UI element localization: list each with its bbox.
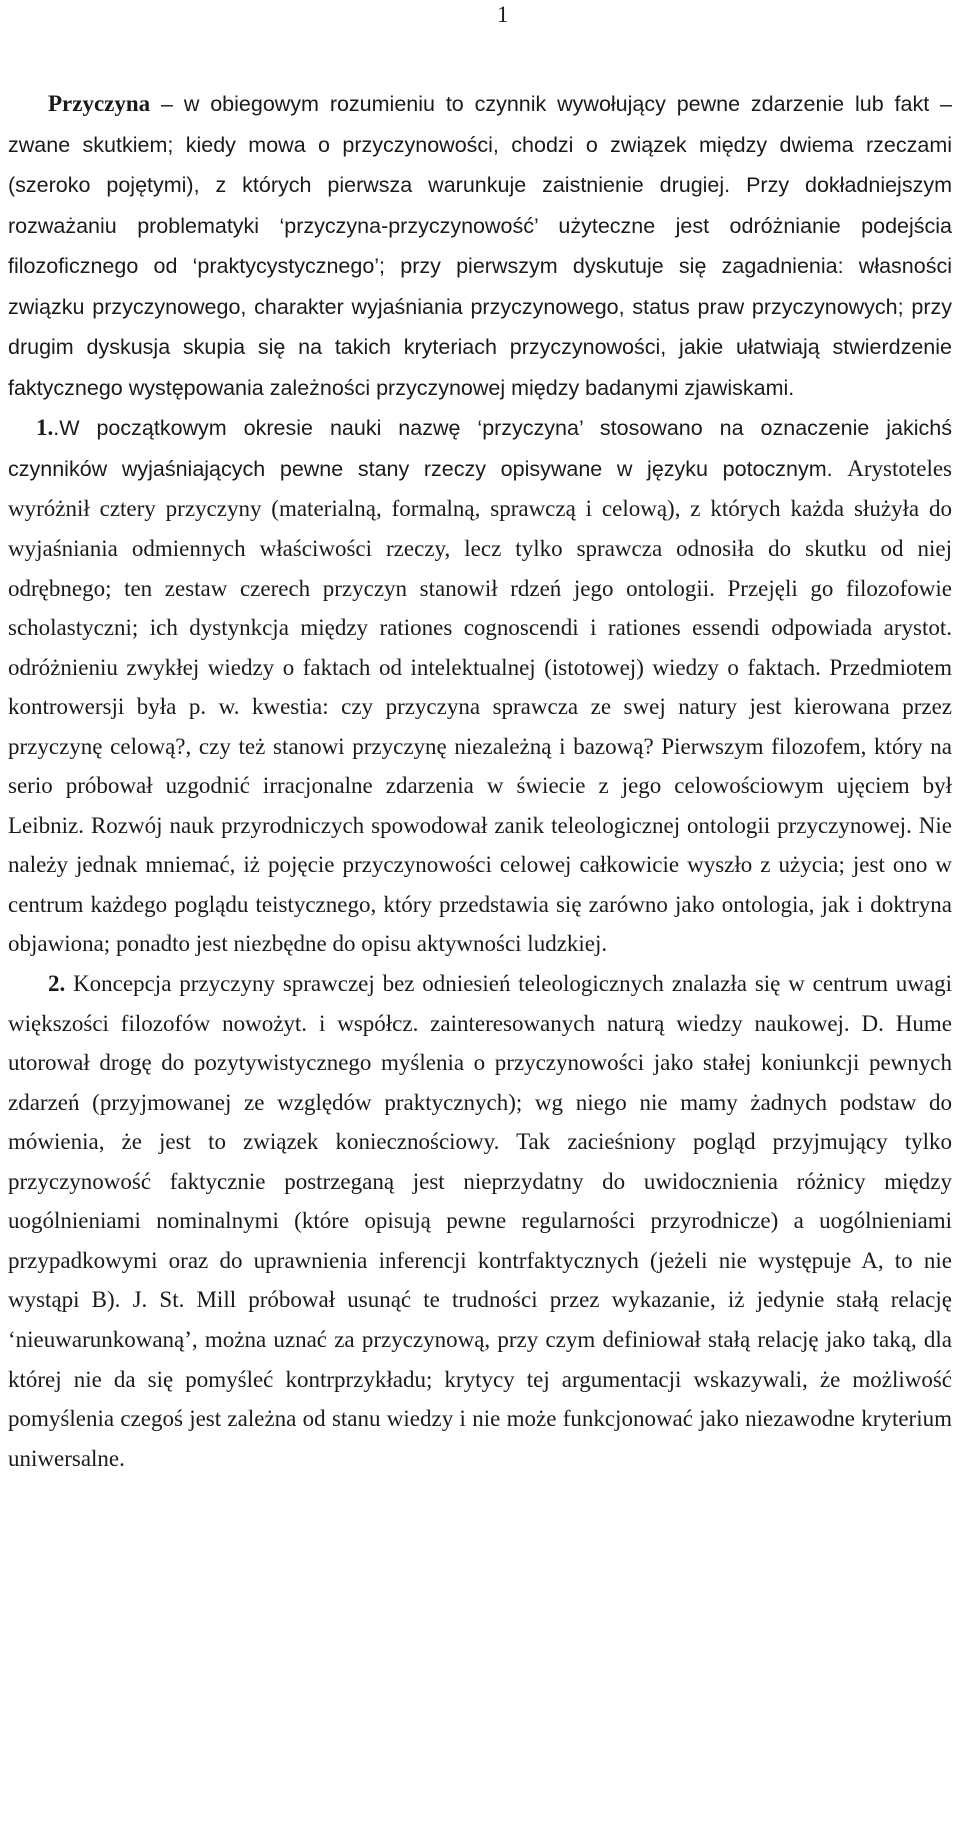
section-2-body-text: Koncepcja przyczyny sprawczej bez odniesień teleologicznych znalazła się w centrum uwagi większości filozofów nowożyt. i współcz. zainteresowanych naturą wiedzy naukowej. D. Hume utorował drogę do pozytywistycznego myślenia o przyczynowości jako stałej koniunkcji pewnych zdarzeń (przyjmowanej ze względów praktycznych); wg niego nie mamy żadnych podstaw do mówienia, że jest to związek koniecznościowy. Tak zacieśniony pogląd przyjmujący tylko przyczynowość faktycznie postrzeganą jest nieprzydatny do uwidocznienia różnicy między uogólnieniami nominalnymi (które opisują pewne regularności przyrodnicze) a uogólnieniami przypadkowymi oraz do uprawnienia inferencji kontrfaktycznych (jeżeli nie występuje A, to nie wystąpi B). J. St. Mill próbował usunąć te trudności przez wykazanie, iż jedynie stałą relację ‘nieuwarunkowaną’, można uznać za przyczynową, przy czym definiował stałą relację jako taką, dla której nie da się pomyśleć kontrprzykładu; krytycy tej argumentacji wskazywali, że możliwość pomyślenia czegoś jest zależna od stanu wiedzy i nie może funkcjonować jako niezawodne kryterium uniwersalne. <box>8 971 952 1471</box>
term-przyczyna: Przyczyna <box>48 91 151 116</box>
paragraph-section-1 <box>8 408 952 964</box>
intro-distinction-text: Przy dokładniejszym rozważaniu problematyki ‘przyczyna-przyczynowość’ użyteczne jest odróżnianie podejścia filozoficznego od ‘praktycystycznego’; przy pierwszym dyskutuje się zagadnienia: własności związku przyczynowego, charakter wyjaśniania przyczynowego, status praw przyczynowych; przy drugim dyskusja skupia się na takich kryteriach przyczynowości, jakie ułatwiają stwierdzenie faktycznego występowania zależności przyczynowej między badanymi zjawiskami. <box>8 173 952 400</box>
page-number: 1 <box>497 2 509 27</box>
section-number-1: 1. <box>36 415 54 441</box>
section-1-lead-text: .W początkowym okresie nauki nazwę ‘przyczyna’ stosowano na oznaczenie jakichś czynników wyjaśniających pewne stany rzeczy opisywane w języku potocznym. <box>8 416 952 481</box>
section-1-body-text: Arystoteles wyróżnił cztery przyczyny (materialną, formalną, sprawczą i celową), z których każda służyła do wyjaśniania odmiennych właściwości rzeczy, lecz tylko sprawcza odnosiła do skutku od niej odrębnego; ten zestaw czerech przyczyn stanowił rdzeń jego ontologii. Przejęli go filozofowie scholastyczni; ich dystynkcja między rationes cognoscendi i rationes essendi odpowiada arystot. odróżnieniu zwykłej wiedzy o faktach od intelektualnej (istotowej) wiedzy o faktach. Przedmiotem kontrowersji była p. w. kwestia: czy przyczyna sprawcza ze swej natury jest kierowana przez przyczynę celową?, czy też stanowi przyczynę niezależną i bazową? Pierwszym filozofem, który na serio próbował uzgodnić irracjonalne zdarzenia w świecie z jego celowościowym ujęciem był Leibniz. Rozwój nauk przyrodniczych spowodował zanik teleologicznej ontologii przyczynowej. Nie należy jednak mniemać, iż pojęcie przyczynowości celowej całkowicie wyszło z użycia; jest ono w centrum każdego poglądu teistycznego, który przedstawia się zarówno jako ontologia, jak i doktryna objawiona; ponadto jest niezbędne do opisu aktywności ludzkiej. <box>8 455 952 957</box>
section-number-2: 2. <box>48 971 66 997</box>
paragraph-intro <box>8 84 952 408</box>
intro-definition-text: – w obiegowym rozumieniu to czynnik wywołujący pewne zdarzenie lub fakt – zwane skutkiem; kiedy mowa o przyczynowości, chodzi o związek między dwiema rzeczami (szeroko pojętymi), z których pierwsza warunkuje zaistnienie drugiej. <box>8 92 952 198</box>
document-body <box>8 84 952 1478</box>
paragraph-section-2 <box>8 964 952 1478</box>
